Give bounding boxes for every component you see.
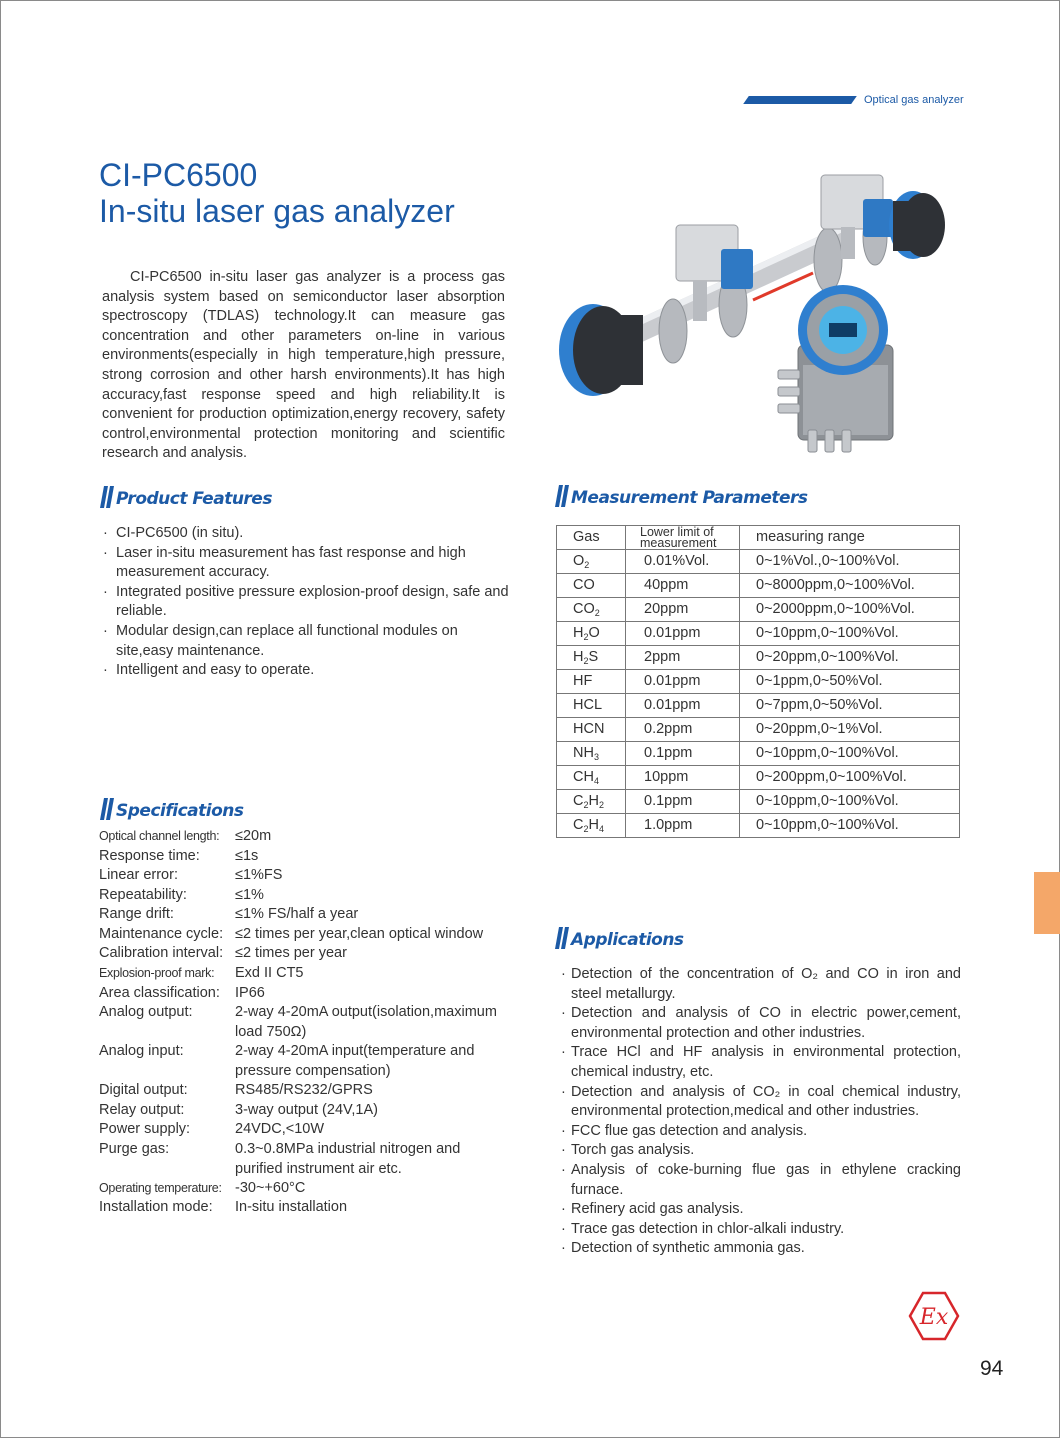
applications-heading-text: Applications	[571, 930, 684, 950]
table-header-row	[557, 526, 960, 550]
table-row: $C_2H_2$ 0.1ppm 0~10ppm,0~100%Vol.	[557, 790, 960, 814]
list-item: · Detection of the concentration of O₂ and CO in iron and steel metallurgy.	[561, 966, 961, 1002]
table-row: $CH_4$ 10ppm 0~200ppm,0~100%Vol.	[557, 766, 960, 790]
side-tab-marker	[1034, 872, 1060, 934]
intro-text: CI-PC6500 in-situ laser gas analyzer is a process gas analysis system based on semiconductor laser absorption spectroscopy (TDLAS) technology.It can measure gas concentration and other parameters on-line in various environments(especially in high temperature,high pressure, strong corrosion and other harsh environments).It has high accuracy,fast response speed and high reliability.It is convenient for production optimization,energy recovery, safety control,environmental protection monitoring and scientific research and analysis.	[102, 269, 505, 462]
features-heading	[100, 486, 272, 509]
double-slash-icon	[100, 486, 114, 508]
column-header: measuring range	[740, 526, 960, 550]
header-accent-bar	[743, 96, 857, 104]
list-item: · Trace gas detection in chlor-alkali industry.	[561, 1220, 845, 1237]
page-subtitle: In-situ laser gas analyzer	[99, 193, 455, 229]
measurement-heading	[555, 485, 808, 508]
measurement-table	[556, 525, 960, 838]
features-heading-text: Product Features	[116, 489, 272, 509]
list-item: · Torch gas analysis.	[561, 1142, 695, 1159]
list-item: · Modular design,can replace all functional modules on site,easy maintenance.	[103, 622, 458, 659]
features-list	[103, 524, 513, 681]
list-item: · Intelligent and easy to operate.	[103, 662, 315, 679]
list-item: · Detection and analysis of CO in electric power,cement, environmental protection and other industries.	[561, 1005, 961, 1041]
table-row: $H_2O$ 0.01ppm 0~10ppm,0~100%Vol.	[557, 622, 960, 646]
column-header: Gas	[557, 526, 626, 550]
list-item: · Laser in-situ measurement has fast response and high measurement accuracy.	[103, 544, 466, 581]
column-header: Lower limit of measurement	[626, 526, 740, 550]
intro-paragraph	[102, 268, 505, 464]
double-slash-icon	[555, 485, 569, 507]
product-image	[553, 165, 958, 465]
table-row: $NH_3$ 0.1ppm 0~10ppm,0~100%Vol.	[557, 742, 960, 766]
list-item: · Analysis of coke-burning flue gas in ethylene cracking furnace.	[561, 1161, 961, 1198]
table-row: HCL 0.01ppm 0~7ppm,0~50%Vol.	[557, 694, 960, 718]
table-row: $O_2$ 0.01%Vol. 0~1%Vol.,0~100%Vol.	[557, 550, 960, 574]
double-slash-icon	[100, 798, 114, 820]
list-item: · Trace HCl and HF analysis in environmental protection, chemical industry, etc.	[561, 1044, 961, 1080]
table-row: $H_2S$ 2ppm 0~20ppm,0~100%Vol.	[557, 646, 960, 670]
measurement-heading-text: Measurement Parameters	[571, 488, 808, 508]
list-item: · Detection and analysis of CO₂ in coal chemical industry, environmental protection,medical and other industries.	[561, 1083, 961, 1120]
table-row: $CO_2$ 20ppm 0~2000ppm,0~100%Vol.	[557, 598, 960, 622]
page-title: CI-PC6500	[99, 157, 258, 193]
specs-heading-text: Specifications	[116, 801, 244, 821]
table-row: $C_2H_4$ 1.0ppm 0~10ppm,0~100%Vol.	[557, 814, 960, 838]
section-tag: Optical gas analyzer	[864, 94, 964, 106]
list-item: · Refinery acid gas analysis.	[561, 1201, 744, 1218]
specs-heading	[100, 798, 243, 821]
table-row: HCN 0.2ppm 0~20ppm,0~1%Vol.	[557, 718, 960, 742]
ex-explosion-proof-icon	[908, 1291, 960, 1341]
table-row: HF 0.01ppm 0~1ppm,0~50%Vol.	[557, 670, 960, 694]
list-item: · Integrated positive pressure explosion-proof design, safe and reliable.	[103, 583, 509, 620]
applications-list	[561, 965, 961, 1259]
table-row: CO 40ppm 0~8000ppm,0~100%Vol.	[557, 574, 960, 598]
applications-heading	[555, 927, 684, 950]
double-slash-icon	[555, 927, 569, 949]
list-item: · CI-PC6500 (in situ).	[103, 525, 244, 541]
ex-mark-label: Ex	[919, 1305, 949, 1330]
list-item: · Detection of synthetic ammonia gas.	[561, 1240, 805, 1257]
list-item: · FCC flue gas detection and analysis.	[561, 1122, 808, 1139]
page-number: 94	[980, 1357, 1004, 1380]
